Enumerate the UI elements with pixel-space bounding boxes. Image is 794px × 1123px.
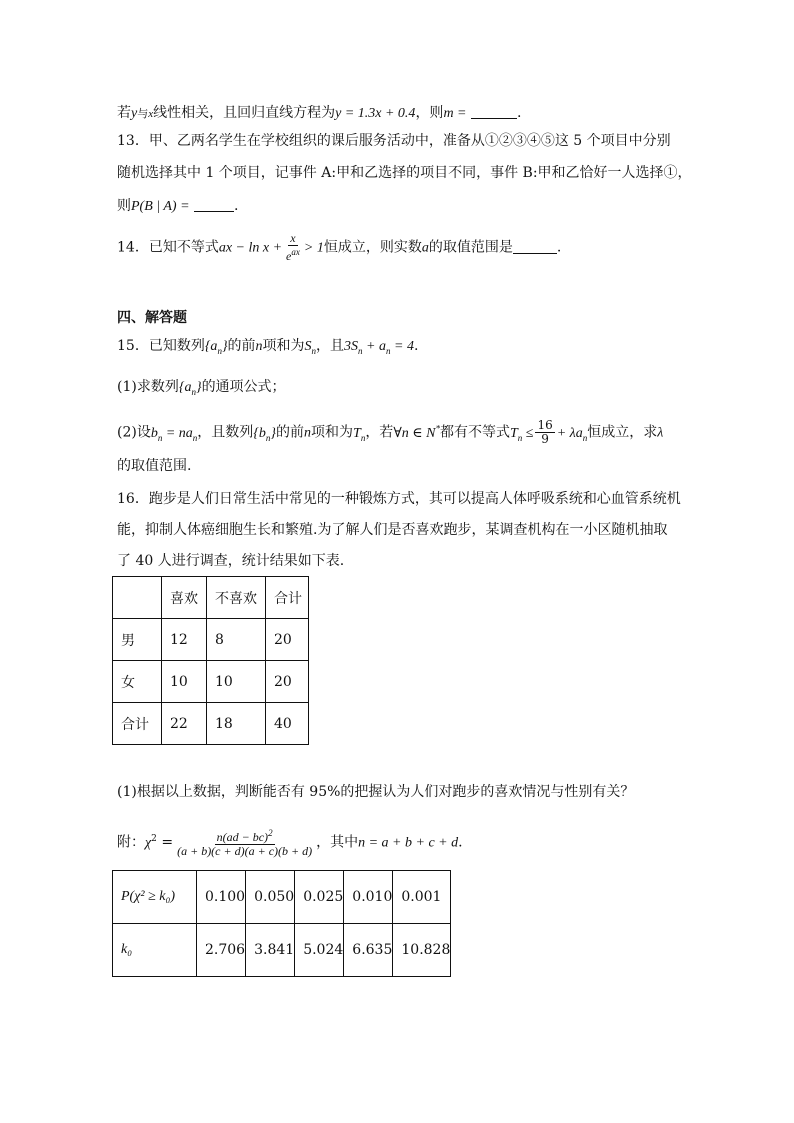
q15-part2-line2: 的取值范围.: [117, 458, 192, 474]
table-cell: 10.828: [393, 924, 451, 977]
table-row: [113, 703, 309, 745]
table-cell: 20: [266, 619, 309, 661]
q12-tail-line: 若y与x线性相关，且回归直线方程为y = 1.3x + 0.4，则m = .: [117, 105, 522, 121]
table-header-row: [113, 577, 309, 619]
regression-equation: y = 1.3x + 0.4: [335, 106, 416, 121]
table-cell: 20: [266, 661, 309, 703]
table-cell: k₀: [113, 924, 197, 977]
table-cell: 12: [162, 619, 207, 661]
table-cell: 喜欢: [162, 577, 207, 619]
answer-blank-12: [471, 104, 517, 119]
table-cell: 0.050: [246, 871, 295, 924]
q16-line1: 16．跑步是人们日常生活中常见的一种锻炼方式，其可以提高人体呼吸系统和心血管系统机: [117, 491, 681, 507]
table-cell: 合计: [113, 703, 162, 745]
q15-stem: 15．已知数列$\{a_n\}$的前n项和为$S_n$，且$3S_n + a_n = 4$.: [117, 338, 419, 356]
q16-part1: (1)根据以上数据，判断能否有 95%的把握认为人们对跑步的喜欢情况与性别有关？: [117, 784, 635, 800]
table-cell: 不喜欢: [207, 577, 266, 619]
table-cell: 0.010: [344, 871, 393, 924]
table-cell: 10: [207, 661, 266, 703]
table-cell: 0.025: [295, 871, 344, 924]
table-cell: 男: [113, 619, 162, 661]
q15-part2: (2)设$b_n = na_n$，且数列$\{b_n\}$的前n项和为$T_n$，若∀n ∈ N*都有不等式$T_n$ ≤ $\frac{16}{9}$ + $\lambda a_n$恒成立，求λ: [117, 418, 664, 447]
q16-line3: 了 40 人进行调查，统计结果如下表.: [117, 553, 345, 569]
table-cell: 女: [113, 661, 162, 703]
table-row: [113, 871, 451, 924]
table-row: [113, 619, 309, 661]
table-row: [113, 661, 309, 703]
q14-line: 14．已知不等式ax − ln x + $\frac{x}{e^{ax}}$ > 1恒成立，则实数a的取值范围是 .: [117, 231, 562, 263]
q15-part1: (1)求数列$\{a_n\}$的通项公式；: [117, 379, 286, 397]
q13-line2: 随机选择其中 1 个项目，记事件 A:甲和乙选择的项目不同，事件 B:甲和乙恰好一人选择①，: [117, 165, 692, 181]
table-cell: 3.841: [246, 924, 295, 977]
q15-fraction: $\frac{16}{9}$: [537, 418, 553, 447]
answer-blank-13: [194, 197, 234, 212]
table-cell: P(χ² ≥ k₀): [113, 871, 197, 924]
q13-line3: 则P(B | A) = .: [117, 198, 239, 214]
table-cell: 合计: [266, 577, 309, 619]
q14-fraction: $\frac{x}{e^{ax}}$: [286, 231, 300, 263]
chi-square-fraction: $\frac{n(ad - bc)^2}{(a + b)(c + d)(a + c)(b + d)}$: [177, 828, 313, 859]
table-cell: 10: [162, 661, 207, 703]
table-row: [113, 924, 451, 977]
section-title: 四、解答题: [117, 310, 187, 326]
q13-line1: 13．甲、乙两名学生在学校组织的课后服务活动中，准备从①②③④⑤这 5 个项目中分别: [117, 133, 671, 149]
table-cell: 2.706: [197, 924, 246, 977]
table-cell: 0.100: [197, 871, 246, 924]
table-cell: 0.001: [393, 871, 451, 924]
table-cell: [113, 577, 162, 619]
table-cell: 40: [266, 703, 309, 745]
table-cell: 22: [162, 703, 207, 745]
table-cell: 18: [207, 703, 266, 745]
table-cell: 5.024: [295, 924, 344, 977]
table-cell: 8: [207, 619, 266, 661]
critical-value-table: [112, 870, 451, 977]
chi-square-formula-line: 附：$\chi^2$ = $\frac{n(ad - bc)^2}{(a + b)(c + d)(a + c)(b + d)}$ ，其中n = a + b + c + d.: [117, 828, 463, 859]
survey-table: [112, 576, 309, 745]
answer-blank-14: [513, 239, 557, 254]
q16-line2: 能，抑制人体癌细胞生长和繁殖.为了解人们是否喜欢跑步，某调查机构在一小区随机抽取: [117, 522, 668, 538]
table-cell: 6.635: [344, 924, 393, 977]
